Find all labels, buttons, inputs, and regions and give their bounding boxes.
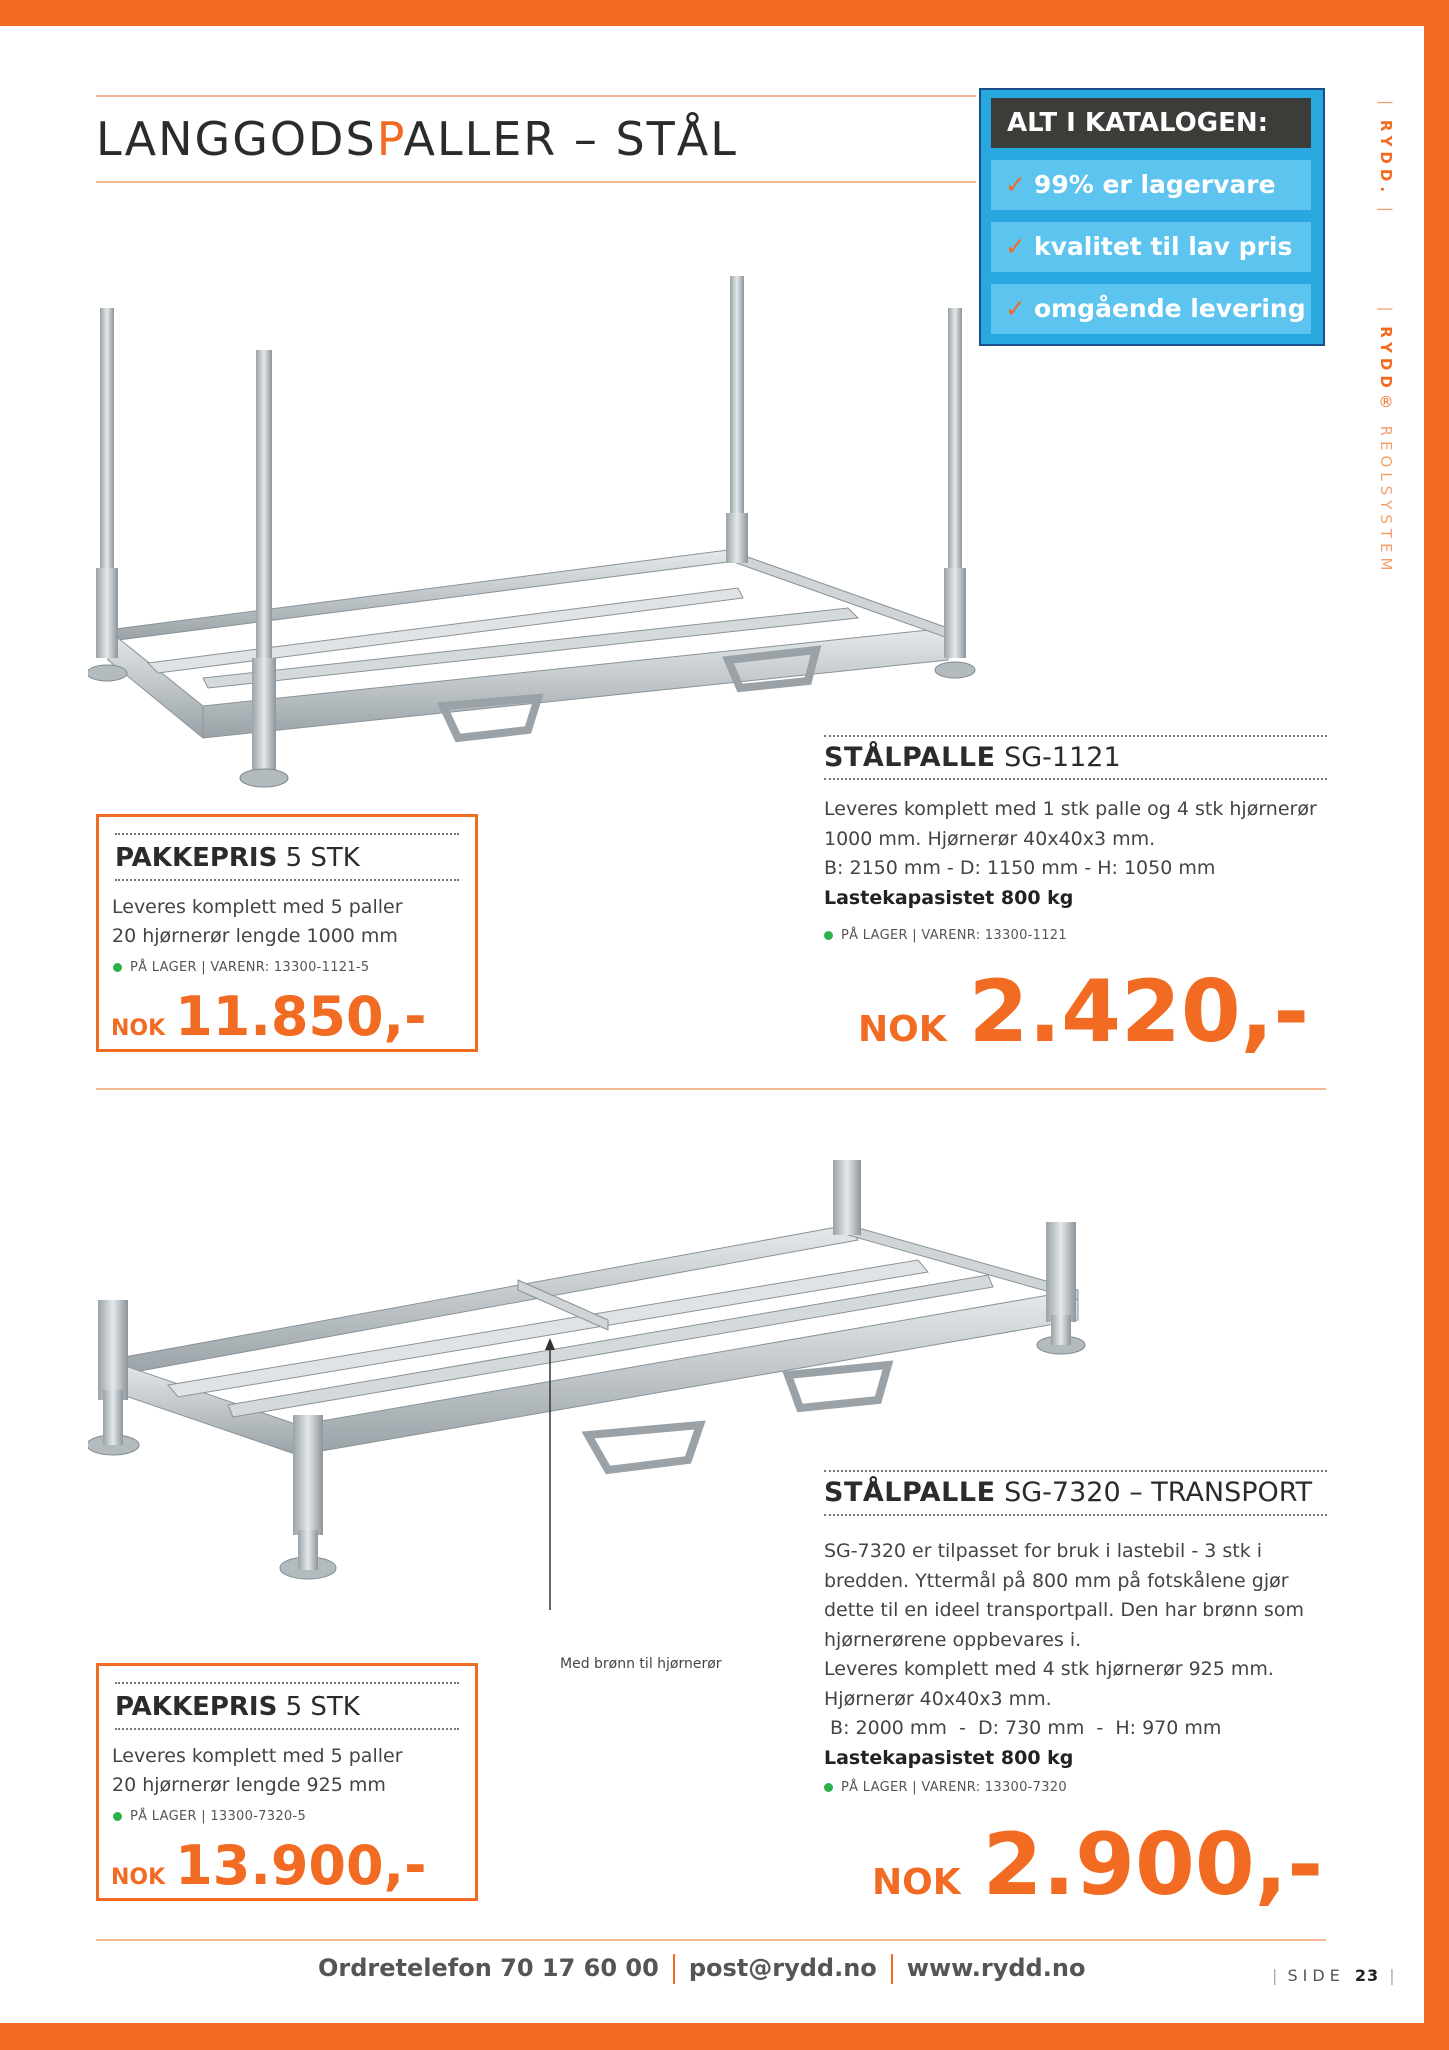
check-icon: ✓ <box>1005 170 1026 199</box>
pack-price: NOK 13.900,- <box>111 1834 427 1897</box>
right-orange-frame <box>1424 0 1449 2050</box>
dotted-divider <box>115 1682 459 1684</box>
catalog-item: ✓ 99% er lagervare <box>991 160 1311 210</box>
section-divider <box>96 1088 1326 1090</box>
dotted-divider <box>824 1514 1327 1516</box>
pack-description: Leveres komplett med 5 paller 20 hjørnerør lengde 1000 mm <box>112 896 403 947</box>
product-price-sg7320: NOK 2.900,- <box>872 1815 1324 1915</box>
stock-status: PÅ LAGER | 13300-7320-5 <box>113 1809 306 1824</box>
bottom-orange-frame <box>0 2023 1449 2050</box>
dotted-divider <box>115 833 459 835</box>
top-orange-frame <box>0 0 1449 26</box>
dotted-divider <box>115 879 459 881</box>
in-stock-dot-icon <box>824 1783 833 1792</box>
pack-price: NOK 11.850,- <box>111 985 427 1048</box>
footer-separator <box>891 1954 893 1984</box>
title-rule-top <box>96 95 976 97</box>
website-link[interactable]: www.rydd.no <box>906 1954 1086 1982</box>
pack-description: Leveres komplett med 5 paller 20 hjørnerør lengde 925 mm <box>112 1745 403 1796</box>
stock-status: PÅ LAGER | VARENR: 13300-1121-5 <box>113 960 370 975</box>
footer-divider <box>96 1939 1326 1941</box>
dotted-divider <box>824 1470 1327 1472</box>
stock-status: PÅ LAGER | VARENR: 13300-7320 <box>824 1780 1067 1795</box>
callout-label: Med brønn til hjørnerør <box>560 1656 722 1672</box>
dotted-divider <box>115 1728 459 1730</box>
product-price-sg1121: NOK 2.420,- <box>858 962 1310 1062</box>
catalog-heading: ALT I KATALOGEN: <box>991 98 1311 148</box>
page-title: LANGGODSPALLER – STÅL <box>96 112 738 166</box>
catalog-box <box>979 88 1325 346</box>
email-link[interactable]: post@rydd.no <box>688 1954 877 1982</box>
catalog-item: ✓ omgående levering <box>991 284 1311 334</box>
in-stock-dot-icon <box>113 963 122 972</box>
dotted-divider <box>824 735 1327 737</box>
page-number: | SIDE 23 | <box>1272 1966 1395 1985</box>
title-rule-bottom <box>96 181 976 183</box>
footer-contact <box>318 1954 1085 1984</box>
in-stock-dot-icon <box>113 1812 122 1821</box>
product-description-sg1121: Leveres komplett med 1 stk palle og 4 stk hjørnerør 1000 mm. Hjørnerør 40x40x3 mm. B: 2150 mm - D: 1150 mm - H: 1050 mm Lastekapasistet 800 kg <box>824 798 1317 909</box>
dotted-divider <box>824 778 1327 780</box>
pack-title: PAKKEPRIS 5 STK <box>115 843 360 873</box>
product-name-sg7320: STÅLPALLE SG-7320 – TRANSPORT <box>824 1477 1313 1508</box>
product-image-sg1121 <box>88 268 988 798</box>
pack-price-box-sg1121 <box>96 814 478 1052</box>
side-brand: | RYDD. | | RYDD® REOLSYSTEM <box>1377 100 1395 576</box>
stock-status: PÅ LAGER | VARENR: 13300-1121 <box>824 928 1067 943</box>
product-description-sg7320: SG-7320 er tilpasset for bruk i lastebil - 3 stk i bredden. Yttermål på 800 mm på fotskålene gjør dette til en ideel transportpall. Den har brønn som hjørnerørene oppbevares i. Leveres komplett med 4 stk hjørnerør 925 mm. Hjørnerør 40x40x3 mm. B: 2000 mm - D: 730 mm - H: 970 mm Lastekapasistet 800 kg <box>824 1540 1304 1769</box>
pack-price-box-sg7320 <box>96 1663 478 1901</box>
check-icon: ✓ <box>1005 294 1026 323</box>
pack-title: PAKKEPRIS 5 STK <box>115 1692 360 1722</box>
catalog-item: ✓ kvalitet til lav pris <box>991 222 1311 272</box>
footer-separator <box>673 1954 675 1984</box>
in-stock-dot-icon <box>824 931 833 940</box>
check-icon: ✓ <box>1005 232 1026 261</box>
product-name-sg1121: STÅLPALLE SG-1121 <box>824 742 1121 773</box>
order-phone[interactable]: Ordretelefon 70 17 60 00 <box>318 1954 659 1982</box>
